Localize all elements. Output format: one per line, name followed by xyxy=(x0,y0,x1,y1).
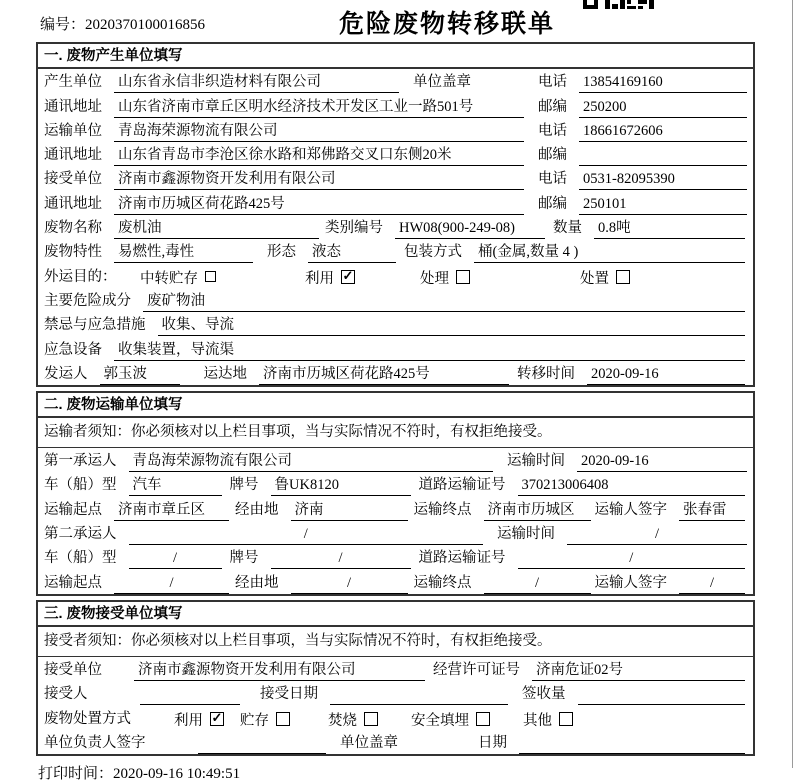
checkbox-disposal-utilize-label: 利用 xyxy=(174,712,203,729)
label-packaging: 包装方式 xyxy=(404,244,462,261)
checkbox-utilize xyxy=(305,267,420,288)
section-rows xyxy=(38,69,753,385)
value-transport-time-2: / xyxy=(567,524,747,545)
label-receive-date: 接受日期 xyxy=(260,686,318,703)
value-road-permit-2: / xyxy=(518,548,746,569)
checked-box-icon xyxy=(341,270,355,284)
form-row xyxy=(38,215,753,239)
form-row xyxy=(38,69,753,93)
label-transport-address: 通讯地址 xyxy=(44,147,102,164)
value-second-carrier: / xyxy=(129,524,484,545)
checkbox-disposal-store xyxy=(240,709,328,730)
form-row xyxy=(38,545,753,569)
section-rows xyxy=(38,418,753,594)
print-time xyxy=(38,762,796,783)
section-transporter xyxy=(36,391,755,596)
label-origin-2: 运输起点 xyxy=(44,574,102,591)
label-transport-time-2: 运输时间 xyxy=(497,526,555,543)
value-destination: 济南市历城区荷花路425号 xyxy=(259,364,509,385)
section-rows xyxy=(38,627,753,754)
label-waste-property: 废物特性 xyxy=(44,244,102,261)
value-transport-postcode xyxy=(579,145,747,166)
value-via-2: / xyxy=(291,573,408,594)
label-transport-phone: 电话 xyxy=(538,122,567,139)
value-receiver-phone: 0531-82095390 xyxy=(579,169,747,190)
form-row xyxy=(38,496,753,520)
label-endpoint-2: 运输终点 xyxy=(413,574,472,591)
value-road-permit-1: 370213006408 xyxy=(518,475,746,496)
checkbox-disposal-incinerate xyxy=(328,709,411,730)
value-category-code: HW08(900-249-08) xyxy=(395,218,545,239)
empty-box-icon xyxy=(559,712,573,726)
value-receiver-unit: 济南市鑫源物资开发利用有限公司 xyxy=(114,169,524,190)
label-transport-time-1: 运输时间 xyxy=(507,453,565,470)
value-receive-person xyxy=(140,684,240,705)
form-row xyxy=(38,569,753,593)
section-title-producer: 一. 废物产生单位填写 xyxy=(38,44,753,69)
label-origin-1: 运输起点 xyxy=(44,501,102,518)
value-producer-postcode: 250200 xyxy=(579,97,747,118)
checkbox-transfer-storage xyxy=(140,267,305,288)
value-first-carrier: 青岛海荣源物流有限公司 xyxy=(129,451,494,472)
qr-code-fragment-icon xyxy=(583,0,655,10)
label-emergency-equipment: 应急设备 xyxy=(44,341,102,358)
value-origin-2: / xyxy=(114,573,229,594)
empty-box-icon xyxy=(616,270,630,284)
label-producer-unit: 产生单位 xyxy=(44,74,102,91)
label-receiver-unit: 接受单位 xyxy=(44,171,102,188)
value-waste-property: 易燃性,毒性 xyxy=(114,242,253,263)
label-receiver-postcode: 邮编 xyxy=(538,195,567,212)
form-row xyxy=(38,681,753,705)
checkbox-disposal-other xyxy=(523,709,747,730)
label-carrier-signature-1: 运输人签字 xyxy=(594,501,667,518)
value-packaging: 桶(金属,数量 4 ) xyxy=(474,242,745,263)
section-receiver xyxy=(36,600,755,756)
label-waste-name: 废物名称 xyxy=(44,220,102,237)
label-receive-person: 接受人 xyxy=(44,686,88,703)
form-row xyxy=(38,118,753,142)
label-receiver-unit-seal: 单位盖章 xyxy=(340,734,398,751)
value-via-1: 济南 xyxy=(291,500,408,521)
value-waste-form: 液态 xyxy=(308,242,396,263)
label-received-quantity: 签收量 xyxy=(522,686,566,703)
label-receive-unit: 接受单位 xyxy=(44,661,102,678)
value-license-no: 济南危证02号 xyxy=(532,660,745,681)
receiver-notice: 接受者须知：你必须核对以上栏目事项，当与实际情况不符时，有权拒绝接受。 xyxy=(44,632,552,649)
value-emergency-measures: 收集、导流 xyxy=(158,315,746,336)
section-title-receiver: 三. 废物接受单位填写 xyxy=(38,602,753,627)
label-road-permit-1: 道路运输证号 xyxy=(418,477,506,494)
label-road-permit-2: 道路运输证号 xyxy=(418,550,506,567)
label-producer-phone: 电话 xyxy=(538,74,567,91)
value-endpoint-2: / xyxy=(484,573,591,594)
label-plate-no-1: 牌号 xyxy=(229,477,259,494)
value-transport-phone: 18661672606 xyxy=(579,121,747,142)
empty-box-icon xyxy=(276,712,290,726)
label-receiver-phone: 电话 xyxy=(538,171,567,188)
document-header xyxy=(0,0,796,42)
value-vehicle-type-1: 汽车 xyxy=(129,475,222,496)
label-transport-postcode: 邮编 xyxy=(538,147,567,164)
serial-label: 编号： xyxy=(40,17,86,33)
value-origin-1: 济南市章丘区 xyxy=(114,500,229,521)
value-receive-date xyxy=(330,684,508,705)
label-via-1: 经由地 xyxy=(235,501,279,518)
print-time-value: 2020-09-16 10:49:51 xyxy=(113,765,241,782)
value-quantity: 0.8吨 xyxy=(594,218,745,239)
page-edge-line xyxy=(792,0,793,768)
value-transport-address: 山东省青岛市李沧区徐水路和郑佛路交叉口东侧20米 xyxy=(114,145,524,166)
form-row xyxy=(38,93,753,117)
serial-value: 2020370100016856 xyxy=(85,17,206,33)
label-license-no: 经营许可证号 xyxy=(433,661,520,678)
form-row xyxy=(38,472,753,496)
form-row xyxy=(38,190,753,214)
value-plate-no-2: / xyxy=(271,548,411,569)
checkbox-disposal-landfill-label: 安全填埋 xyxy=(411,712,469,729)
checkbox-transfer-storage-label: 中转贮存 xyxy=(140,270,198,287)
label-category-code: 类别编号 xyxy=(325,220,383,237)
value-consignor: 郭玉波 xyxy=(100,364,180,385)
value-producer-unit: 山东省永信非织造材料有限公司 xyxy=(114,72,399,93)
form-row xyxy=(38,142,753,166)
form-row xyxy=(38,627,753,657)
checkbox-disposal-utilize xyxy=(174,709,240,730)
label-producer-address: 通讯地址 xyxy=(44,98,102,115)
value-producer-phone: 13854169160 xyxy=(579,72,747,93)
label-destination: 运达地 xyxy=(203,365,247,382)
form-row xyxy=(38,705,753,729)
form-row xyxy=(38,521,753,545)
label-consignor: 发运人 xyxy=(44,365,88,382)
label-transfer-time: 转移时间 xyxy=(517,365,575,382)
label-outbound-purpose: 外运目的： xyxy=(44,268,117,285)
value-received-quantity xyxy=(578,684,746,705)
value-receive-unit: 济南市鑫源物资开发利用有限公司 xyxy=(134,660,425,681)
label-receiver-address: 通讯地址 xyxy=(44,195,102,212)
value-producer-address: 山东省济南市章丘区明水经济技术开发区工业一路501号 xyxy=(114,97,524,118)
label-unit-seal: 单位盖章 xyxy=(413,74,471,91)
value-carrier-signature-2: / xyxy=(679,573,745,594)
empty-box-icon xyxy=(456,270,470,284)
checkbox-disposal-other-label: 其他 xyxy=(523,712,552,729)
label-carrier-signature-2: 运输人签字 xyxy=(594,574,667,591)
form-row xyxy=(38,361,753,385)
page-title: 危险废物转移联单 xyxy=(338,10,555,38)
form-row xyxy=(38,448,753,472)
section-producer xyxy=(36,42,755,387)
section-title-transporter: 二. 废物运输单位填写 xyxy=(38,393,753,418)
form-row xyxy=(38,263,753,287)
value-transport-time-1: 2020-09-16 xyxy=(577,451,747,472)
label-producer-postcode: 邮编 xyxy=(538,98,567,115)
label-via-2: 经由地 xyxy=(235,574,279,591)
checkbox-disposal-store-label: 贮存 xyxy=(240,712,269,729)
value-waste-name: 废机油 xyxy=(114,218,319,239)
checkbox-disposal-landfill xyxy=(411,709,523,730)
label-vehicle-type-2: 车（船）型 xyxy=(44,550,117,567)
value-emergency-equipment: 收集装置，导流渠 xyxy=(114,340,745,361)
print-time-label: 打印时间： xyxy=(38,765,114,782)
label-endpoint-1: 运输终点 xyxy=(413,501,472,518)
checkbox-treat-label: 处理 xyxy=(420,270,449,287)
form-row xyxy=(38,418,753,448)
label-transport-unit: 运输单位 xyxy=(44,122,102,139)
form-row xyxy=(38,239,753,263)
value-transport-unit: 青岛海荣源物流有限公司 xyxy=(114,121,524,142)
label-waste-form: 形态 xyxy=(267,244,296,261)
form-row xyxy=(38,288,753,312)
value-main-hazard: 废矿物油 xyxy=(143,291,745,312)
empty-box-icon xyxy=(476,712,490,726)
checkbox-utilize-label: 利用 xyxy=(305,270,334,287)
value-receiver-postcode: 250101 xyxy=(579,194,747,215)
value-seal-date xyxy=(519,733,745,754)
value-plate-no-1: 鲁UK8120 xyxy=(271,475,411,496)
checkbox-treat xyxy=(420,267,580,288)
value-receiver-address: 济南市历城区荷花路425号 xyxy=(114,194,524,215)
empty-box-icon xyxy=(364,712,378,726)
form-row xyxy=(38,166,753,190)
label-emergency-measures: 禁忌与应急措施 xyxy=(44,317,146,334)
label-quantity: 数量 xyxy=(553,220,582,237)
form-row xyxy=(38,312,753,336)
checkbox-dispose xyxy=(580,267,747,288)
label-vehicle-type-1: 车（船）型 xyxy=(44,477,117,494)
carrier-notice: 运输者须知：你必须核对以上栏目事项，当与实际情况不符时，有权拒绝接受。 xyxy=(44,423,552,440)
label-second-carrier: 第二承运人 xyxy=(44,526,117,543)
value-responsible-signature xyxy=(198,733,326,754)
checkbox-dispose-label: 处置 xyxy=(580,270,609,287)
value-carrier-signature-1: 张春雷 xyxy=(679,500,745,521)
value-endpoint-1: 济南市历城区 xyxy=(484,500,591,521)
label-main-hazard: 主要危险成分 xyxy=(44,292,131,309)
label-plate-no-2: 牌号 xyxy=(229,550,259,567)
value-transfer-time: 2020-09-16 xyxy=(587,364,745,385)
empty-box-icon xyxy=(205,271,216,282)
form-row xyxy=(38,657,753,681)
form-row xyxy=(38,336,753,360)
label-first-carrier: 第一承运人 xyxy=(44,453,117,470)
label-responsible-signature: 单位负责人签字 xyxy=(44,734,146,751)
label-seal-date: 日期 xyxy=(478,734,507,751)
label-disposal-method: 废物处置方式 xyxy=(44,710,131,727)
value-vehicle-type-2: / xyxy=(129,548,222,569)
checkbox-disposal-incinerate-label: 焚烧 xyxy=(328,712,357,729)
form-row xyxy=(38,730,753,754)
checked-box-icon xyxy=(210,712,224,726)
